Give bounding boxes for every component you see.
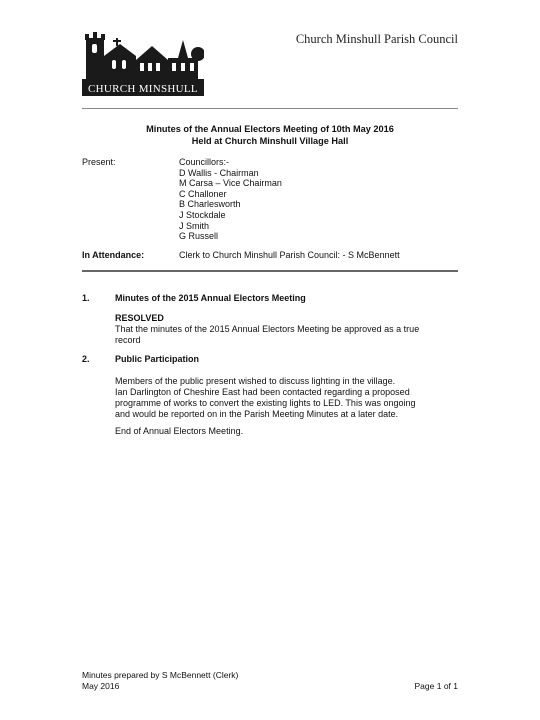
- council-name: Church Minshull Parish Council: [295, 32, 458, 46]
- present-label: Present:: [82, 157, 116, 167]
- paragraph-line: Members of the public present wished to discuss lighting in the village.: [115, 376, 396, 386]
- title-line-1: Minutes of the Annual Electors Meeting of 10th May 2016: [146, 124, 394, 134]
- section-divider: [82, 270, 458, 272]
- closing-text: End of Annual Electors Meeting.: [115, 426, 244, 436]
- item-heading: Public Participation: [115, 354, 200, 364]
- church-silhouette-icon: [82, 30, 204, 96]
- page-footer: [82, 670, 238, 692]
- title-line-2: Held at Church Minshull Village Hall: [191, 136, 349, 146]
- item-number: 1.: [82, 293, 90, 303]
- resolved-label: RESOLVED: [115, 313, 164, 323]
- prepared-by: Minutes prepared by S McBennett (Clerk): [82, 670, 239, 680]
- paragraph-line: record: [115, 335, 141, 345]
- member-item: D Wallis - Chairman: [179, 167, 259, 178]
- councillors-heading: Councillors:-: [179, 157, 230, 167]
- logo-text: CHURCH MINSHULL: [88, 83, 198, 95]
- footer-date: May 2016: [82, 681, 120, 691]
- item-paragraph: [115, 324, 457, 346]
- paragraph-line: That the minutes of the 2015 Annual Electors Meeting be approved as a true: [115, 324, 420, 334]
- paragraph-line: programme of works to convert the existing lights to LED. This was ongoing: [115, 398, 416, 408]
- paragraph-line: Ian Darlington of Cheshire East had been contacted regarding a proposed: [115, 387, 410, 397]
- member-item: C Challoner: [179, 188, 227, 199]
- member-item: J Smith: [179, 220, 210, 231]
- header-divider: [82, 108, 458, 109]
- item-paragraph: [115, 376, 457, 420]
- paragraph-line: and would be reported on in the Parish Meeting Minutes at a later date.: [115, 409, 399, 419]
- item-number: 2.: [82, 354, 90, 364]
- document-title: [0, 123, 540, 147]
- parish-logo: [82, 30, 204, 96]
- page-number: Page 1 of 1: [414, 681, 458, 691]
- item-heading: Minutes of the 2015 Annual Electors Meeting: [115, 293, 306, 303]
- member-item: M Carsa – Vice Chairman: [179, 178, 282, 189]
- member-item: B Charlesworth: [179, 199, 241, 210]
- attendance-value: Clerk to Church Minshull Parish Council: - S McBennett: [179, 250, 400, 260]
- member-item: G Russell: [179, 231, 219, 242]
- attendance-label: In Attendance:: [82, 250, 145, 260]
- members-list: [179, 157, 282, 242]
- member-item: J Stockdale: [179, 209, 226, 220]
